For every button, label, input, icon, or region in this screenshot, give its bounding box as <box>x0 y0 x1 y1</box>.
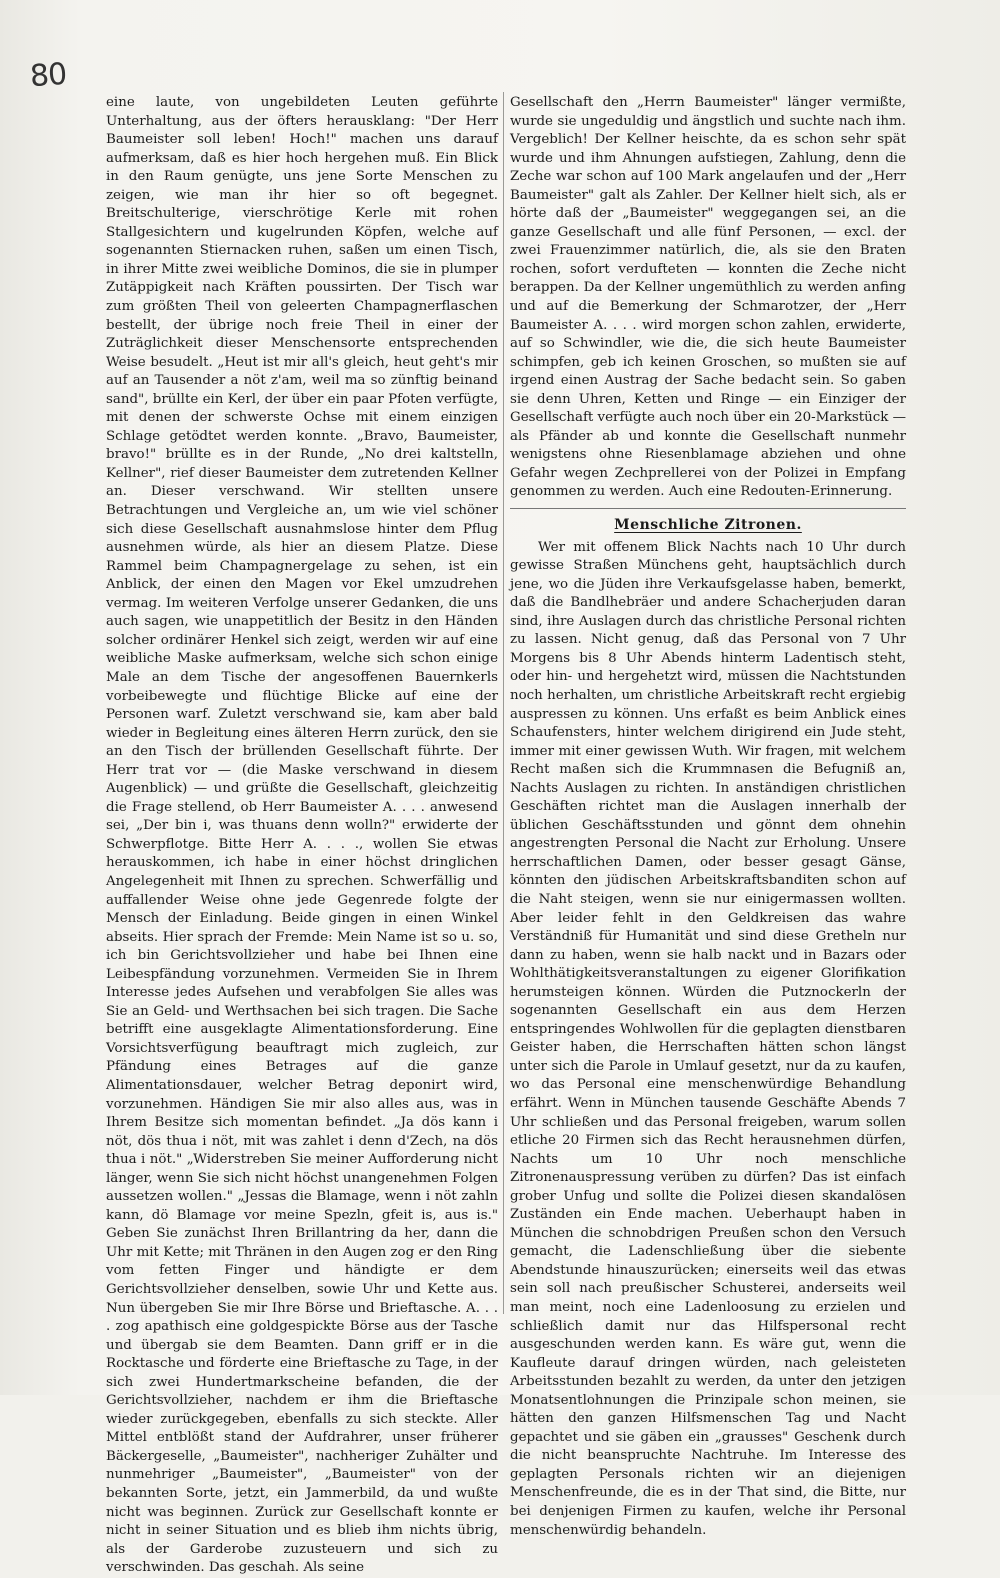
right-column <box>510 94 906 1538</box>
article-divider <box>510 508 906 509</box>
article-headline: Menschliche Zitronen. <box>614 517 802 534</box>
continuation-text: Gesellschaft den „Herrn Baumeister" länger vermißte, wurde sie ungeduldig und ängstlich und suchte nach ihm. Vergeblich! Der Kellner heischte, da es schon sehr spät wurde und ihm Ahnungen aufstiegen, Zahlung, denn die Zeche war schon auf 100 Mark angelaufen und der „Herr Baumeister" galt als Zahler. Der Kellner hielt sich, als er hörte daß der „Baumeister" weggegangen sei, an die ganze Gesellschaft und alle fünf Personen, — excl. der zwei Frauenzimmer natürlich, die, als sie den Braten rochen, sofort verdufteten — konnten die Zeche nicht berappen. Da der Kellner ungemüthlich zu werden anfing und auf die Bemerkung der Schmarotzer, der „Herr Baumeister A. . . . wird morgen schon zahlen, erwiderte, auf so Schwindler, wie die, die sich heute Baumeister schimpfen, geb ich keinen Groschen, so mußten sie auf irgend einen Austrag der Sache bedacht sein. So gaben sie denn Uhren, Ketten und Ringe — ein Einziger der Gesellschaft verfügte auch noch über ein 20-Markstück — als Pfänder ab und konnte die Gesellschaft nunmehr wenigstens ohne Riesenblamage abziehen und ohne Gefahr wegen Zechprellerei von der Polizei in Empfang genommen zu werden. Auch eine Redouten-Erinnerung. <box>510 95 906 500</box>
left-column <box>106 94 498 1576</box>
left-column-text: eine laute, von ungebildeten Leuten geführte Unterhaltung, aus der öfters herausklang: "Der Herr Baumeister soll leben! Hoch!" machen uns darauf aufmerksam, daß es hier hoch hergehen muß. Ein Blick in den Raum genügte, uns jene Sorte Menschen zu zeigen, wie man ihr hier so oft begegnet. Breitschulterige, vierschrötige Kerle mit rohen Stallgesichtern und kugelrunden Köpfen, welche auf sogenannten Stiernacken ruhen, saßen um einen Tisch, in ihrer Mitte zwei weibliche Dominos, die sie in plumper Zutäppigkeit nach Kräften poussirten. Der Tisch war zum größten Theil von geleerten Champagnerflaschen bestellt, der übrige noch freie Theil in einer der Zuträglichkeit dieser Menschensorte entsprechenden Weise besudelt. „Heut ist mir all's gleich, heut geht's mir auf an Tausender a nöt z'am, weil ma so zünftig beinand sand", brüllte ein Kerl, der über ein paar Pfoten verfügte, mit denen der schwerste Ochse mit einem einzigen Schlage getödtet werden konnte. „Bravo, Baumeister, bravo!" brüllte es in der Runde, „No drei kaltstelln, Kellner", rief dieser Baumeister dem zutretenden Kellner an. Dieser verschwand. Wir stellten unsere Betrachtungen und Vergleiche an, um wie viel schöner sich diese Gesellschaft ausnahmslose hinter dem Pflug ausnehmen würde, als hier an diesem Platze. Diese Rammel beim Champagnergelage zu sehen, ist ein Anblick, der einen den Magen vor Ekel umzudrehen vermag. Im weiteren Verfolge unserer Gedanken, die uns auch sagen, wie unappetitlich der Besitz in den Händen solcher ordinärer Henkel sich zeigt, werden wir auf eine weibliche Maske aufmerksam, welche sich schon einige Male an dem Tische der angesoffenen Bauernkerls vorbeibewegte und flüchtige Blicke auf eine der Personen warf. Zuletzt verschwand sie, kam aber bald wieder in Begleitung eines älteren Herrn zurück, den sie an den Tisch der brüllenden Gesellschaft führte. Der Herr trat vor — (die Maske verschwand in diesem Augenblick) — und grüßte die Gesellschaft, gleichzeitig die Frage stellend, ob Herr Baumeister A. . . . anwesend sei, „Der bin i, was thuans denn wolln?" erwiderte der Schwerpflotge. Bitte Herr A. . . ., wollen Sie etwas herauskommen, ich habe in einer höchst dringlichen Angelegenheit mit Ihnen zu sprechen. Schwerfällig und auffallender Weise ohne jede Gegenrede folgte der Mensch der Einladung. Beide gingen in einen Winkel abseits. Hier sprach der Fremde: Mein Name ist so u. so, ich bin Gerichtsvollzieher und habe bei Ihnen eine Leibespfändung vorzunehmen. Vermeiden Sie in Ihrem Interesse jedes Aufsehen und verabfolgen Sie alles was Sie an Geld- und Werthsachen bei sich tragen. Die Sache betrifft eine ausgeklagte Alimentationsforderung. Eine Vorsichtsverfügung beauftragt mich zugleich, zur Pfändung eines Betrages auf die ganze Alimentationsdauer, welcher Betrag deponirt wird, vorzunehmen. Händigen Sie mir also alles aus, was in Ihrem Besitze sich momentan befindet. „Ja dös kann i nöt, dös thua i nöt, mit was zahlet i denn d'Zech, na dös thua i nöt." „Widerstreben Sie meiner Aufforderung nicht länger, wenn Sie sich nicht höchst unangenehmen Folgen aussetzen wollen." „Jessas die Blamage, wenn i nöt zahln kann, dö Blamage vor meine Spezln, gfeit is, aus is." Geben Sie zunächst Ihren Brillantring da her, dann die Uhr mit Kette; mit Thränen in den Augen zog er den Ring vom fetten Finger und händigte er dem Gerichtsvollzieher denselben, sowie Uhr und Kette aus. Nun übergeben Sie mir Ihre Börse und Brieftasche. A. . . . zog apathisch eine goldgespickte Börse aus der Tasche und übergab sie dem Beamten. Dann griff er in die Rocktasche und förderte eine Brieftasche zu Tage, in der sich zwei Hundertmarkscheine befanden, die der Gerichtsvollzieher, nachdem er ihm die Brieftasche wieder zurückgegeben, ebenfalls zu sich steckte. Aller Mittel entblößt stand der Aufdrahrer, unser früherer Bäckergeselle, „Baumeister", nachheriger Zuhälter und nunmehriger „Baumeister", „Baumeister" von der bekannten Sorte, jetzt, ein Jammerbild, da und wußte nicht was beginnen. Zurück zur Gesellschaft konnte er nicht in seiner Situation und es blieb ihm nichts übrig, als der Garderobe zuzusteuern und sich zu verschwinden. Das geschah. Als seine <box>106 95 498 1576</box>
article-body: Wer mit offenem Blick Nachts nach 10 Uhr durch gewisse Straßen Münchens geht, hauptsächlich durch jene, wo die Jüden ihre Verkaufsgelasse haben, bemerkt, daß die Bandlhebräer und andere Schacherjuden daran sind, ihre Auslagen durch das christliche Personal richten zu lassen. Nicht genug, daß das Personal von 7 Uhr Morgens bis 8 Uhr Abends hinterm Ladentisch steht, oder hin- und hergehetzt wird, müssen die Nachtstunden noch herhalten, um christliche Arbeitskraft recht ergiebig auspressen zu können. Uns erfaßt es beim Anblick eines Schaufensters, hinter welchem dirigirend ein Jude steht, immer mit einer gewissen Wuth. Wir fragen, mit welchem Recht maßen sich die Krummnasen die Befugniß an, Nachts Auslagen zu richten. In anständigen christlichen Geschäften richtet man die Auslagen innerhalb der üblichen Geschäftsstunden und gönnt dem ohnehin angestrengten Personal die Nacht zur Erholung. Unsere herrschaftlichen Damen, oder besser gesagt Gänse, könnten den jüdischen Arbeitskraftsbanditen schon auf die Naht steigen, wenn sie nur einigermassen wollten. Aber leider fehlt in den Geldkreisen das wahre Verständniß für Humanität und sind diese Gretheln nur dann zu haben, wenn sie halb nackt und in Bazars oder Wohlthätigkeitsveranstaltungen zu eigener Glorifikation herumsteigen können. Würden die Putznockerln der sogenannten Gesellschaft ein aus dem Herzen entspringendes Wohlwollen für die geplagten dienstbaren Geister haben, die Herrschaften hätten schon längst unter sich die Parole in Umlauf gesetzt, nur da zu kaufen, wo das Personal eine menschenwürdige Behandlung erfährt. Wenn in München tausende Geschäfte Abends 7 Uhr schließen und das Personal freigeben, warum sollen etliche 20 Firmen sich das Recht herausnehmen dürfen, Nachts um 10 Uhr noch menschliche Zitronenauspressung verüben zu dürfen? Das ist einfach grober Unfug und sollte die Polizei diesen skandalösen Zuständen ein Ende machen. Ueberhaupt haben in München die schnobdrigen Preußen schon den Versuch gemacht, die Ladenschließung über die siebente Abendstunde hinauszurücken; einerseits weil das etwas sein soll nach preußischer Schusterei, anderseits weil man meint, noch eine Ladenloosung zu erzielen und schließlich damit nur das Hilfspersonal recht ausgeschunden werden kann. Es wäre gut, wenn die Kaufleute darauf dringen würden, nach geleisteten Arbeitsstunden bezahlt zu werden, da unter den jetzigen Monatsentlohnungen die Prinzipale schon meinen, sie hätten den ganzen Hilfsmenschen Tag und Nacht gepachtet und sie gäben ein „grausses" Geschenk durch die nicht beanspruchte Nachtruhe. Im Interesse des geplagten Personals richten wir an diejenigen Menschenfreunde, die es in der That sind, die Bitte, nur bei denjenigen Firmen zu kaufen, welche ihr Personal menschenwürdig behandeln. <box>510 539 906 1538</box>
column-rule <box>503 92 504 1314</box>
page-number: 80 <box>28 56 68 95</box>
